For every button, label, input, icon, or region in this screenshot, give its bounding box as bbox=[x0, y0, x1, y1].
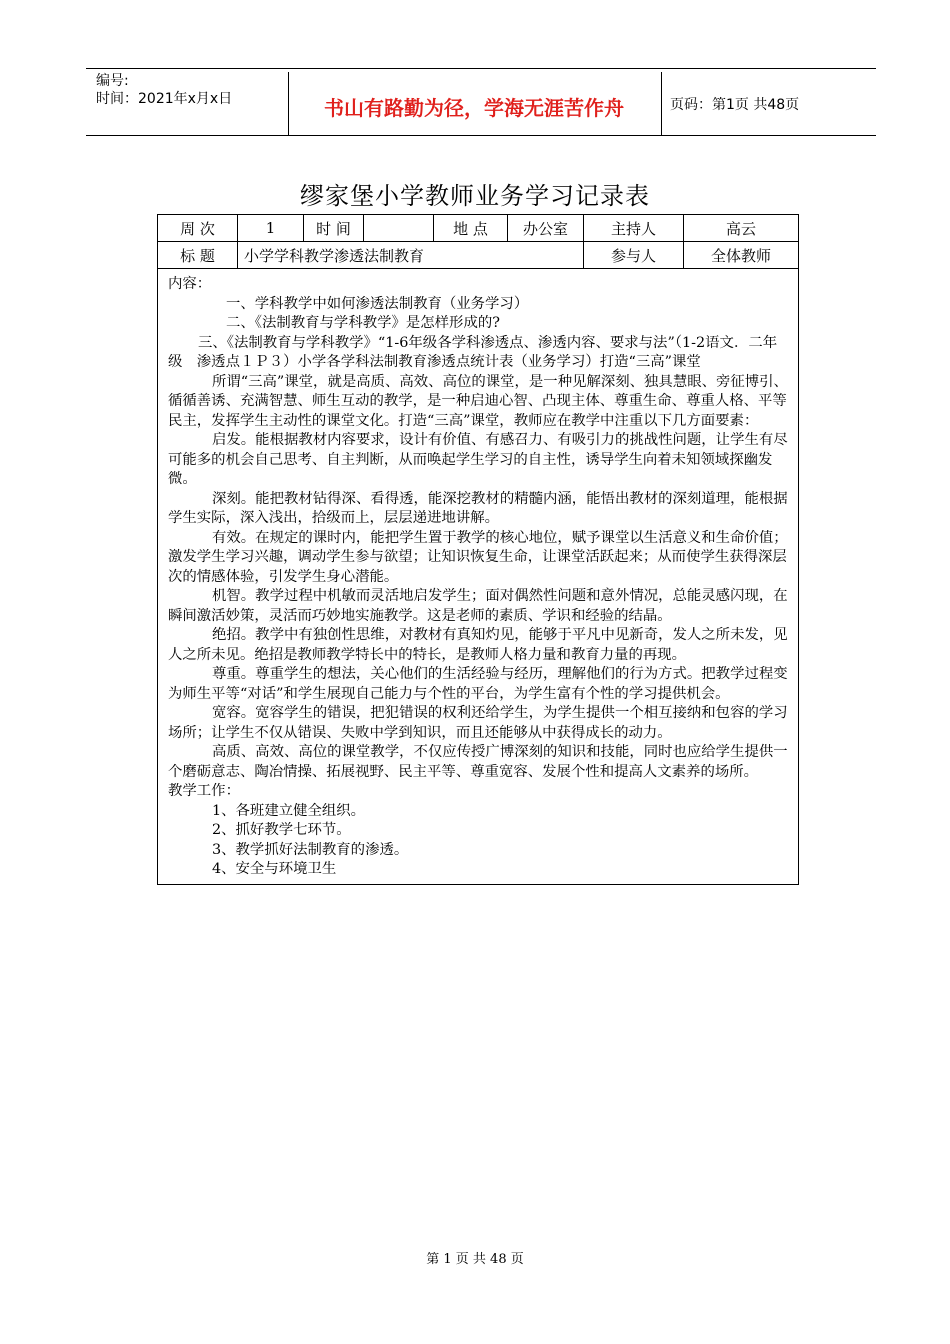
week-value: 1 bbox=[238, 215, 304, 241]
time-label: 时间：2021年x月x日 bbox=[96, 91, 233, 107]
content-paragraph: 深刻。能把教材钻得深、看得透，能深挖教材的精髓内涵，能悟出教材的深刻道理，能根据学生实际，深入浅出，拾级而上，层层递进地讲解。 bbox=[168, 490, 788, 526]
topic-value: 小学学科教学渗透法制教育 bbox=[238, 242, 584, 268]
content-area bbox=[158, 269, 798, 884]
participant-label: 参与人 bbox=[584, 242, 684, 268]
header-meta bbox=[96, 72, 232, 108]
work-item: 4、安全与环境卫生 bbox=[212, 861, 337, 877]
work-item: 1、各班建立健全组织。 bbox=[212, 802, 366, 819]
time-value bbox=[364, 215, 434, 241]
time-label: 时 间 bbox=[304, 215, 364, 241]
topic-label: 标 题 bbox=[158, 242, 238, 268]
place-value: 办公室 bbox=[508, 215, 584, 241]
participant-value: 全体教师 bbox=[710, 246, 771, 265]
content-item-1: 一、学科教学中如何渗透法制教育（业务学习） bbox=[226, 295, 529, 312]
content-paragraph: 机智。教学过程中机敏而灵活地启发学生；面对偶然性问题和意外情况，总能灵感闪现，在瞬间激活妙策，灵活而巧妙地实施教学。这是老师的素质、学识和经验的结晶。 bbox=[168, 588, 788, 624]
host-value: 高云 bbox=[725, 219, 756, 238]
document-title: 缪家堡小学教师业务学习记录表 bbox=[300, 182, 650, 210]
form-row-1 bbox=[158, 215, 798, 242]
header-motto: 书山有路勤为径，学海无涯苦作舟 bbox=[324, 96, 624, 120]
header-bottom-rule bbox=[86, 135, 876, 136]
content-paragraph: 宽容。宽容学生的错误，把犯错误的权利还给学生，为学生提供一个相互接纳和包容的学习场所；让学生不仅从错误、失败中学到知识，而且还能够从中获得成长的动力。 bbox=[168, 705, 788, 741]
work-item: 2、抓好教学七环节。 bbox=[212, 822, 351, 838]
content-heading: 内容： bbox=[168, 276, 212, 292]
place-label: 地 点 bbox=[434, 215, 508, 241]
week-label: 周 次 bbox=[158, 215, 238, 241]
content-paragraph: 尊重。尊重学生的想法，关心他们的生活经验与经历，理解他们的行为方式。把教学过程变为师生平等“对话”和学生展现自己能力与个性的平台，为学生富有个性的学习提供机会。 bbox=[168, 666, 788, 702]
number-label: 编号: bbox=[96, 73, 129, 89]
content-paragraph: 启发。能根据教材内容要求，设计有价值、有感召力、有吸引力的挑战性问题，让学生有尽可能多的机会自己思考、自主判断，从而唤起学生学习的自主性，诱导学生向着未知领域探幽发微。 bbox=[168, 432, 788, 487]
page-footer: 第 1 页 共 48 页 bbox=[426, 1252, 524, 1267]
form-row-2 bbox=[158, 242, 798, 269]
content-paragraph: 所谓“三高”课堂，就是高质、高效、高位的课堂，是一种见解深刻、独具慧眼、旁征博引、循循善诱、充满智慧、师生互动的教学，是一种启迪心智、凸现主体、尊重生命、尊重人格、平等民主，发挥学生主动性的课堂文化。打造“三高”课堂，教师应在教学中注重以下几方面要素： bbox=[168, 373, 788, 429]
work-item: 3、教学抓好法制教育的渗透。 bbox=[212, 841, 409, 858]
content-paragraph: 绝招。教学中有独创性思维，对教材有真知灼见，能够于平凡中见新奇，发人之所未发，见人之所未见。绝招是教师教学特长中的特长，是教师人格力量和教育力量的再现。 bbox=[168, 627, 788, 663]
header-page-label: 页码：第1页 共48页 bbox=[670, 97, 800, 113]
content-paragraph: 有效。在规定的课时内，能把学生置于教学的核心地位，赋予课堂以生活意义和生命价值；激发学生学习兴趣，调动学生参与欲望；让知识恢复生命，让课堂活跃起来；从而使学生获得深层次的情感体验，引发学生身心潜能。 bbox=[168, 529, 788, 585]
work-heading: 教学工作： bbox=[168, 783, 240, 799]
host-label: 主持人 bbox=[584, 215, 684, 241]
header-top-rule bbox=[86, 68, 876, 69]
content-item-2: 二、《法制教育与学科教学》是怎样形成的? bbox=[226, 315, 500, 331]
content-item-3: 三、《法制教育与学科教学》“1-6年级各学科渗透点、渗透内容、要求与法”（1-2语文．二年级 渗透点１Ｐ３）小学各学科法制教育渗透点统计表（业务学习）打造“三高”课堂 bbox=[168, 334, 778, 370]
record-form bbox=[157, 214, 799, 885]
content-paragraph: 高质、高效、高位的课堂教学，不仅应传授广博深刻的知识和技能，同时也应给学生提供一个磨砺意志、陶冶情操、拓展视野、民主平等、尊重宽容、发展个性和提高人文素养的场所。 bbox=[168, 744, 788, 780]
